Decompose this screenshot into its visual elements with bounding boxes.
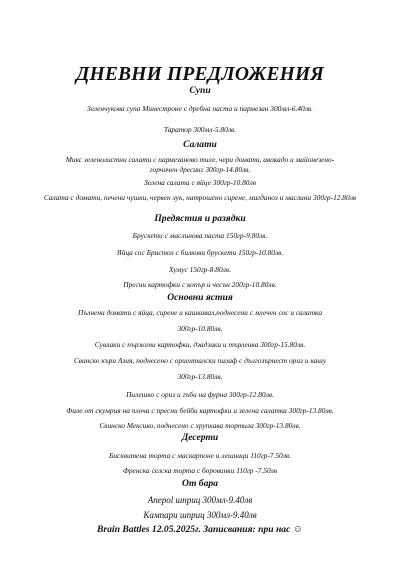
section-heading-starters: Предястия и разядки [154,213,246,224]
menu-item: 300гр-13.80лв. [177,372,223,381]
section-heading-soups: Супи [189,85,211,96]
section-heading-salads: Салати [183,139,217,150]
menu-item: Свинско къри Азия, поднесено с ориенталски пилаф с дългозърнест ориз и кашу [73,356,327,365]
menu-item: Салата с домати, печени чушки, червен лук, натрошено сирене, магданоз и маслини 300гр-12.80лв [43,193,357,202]
page-title: ДНЕВНИ ПРЕДЛОЖЕНИЯ [75,64,325,85]
menu-item: Зеленчукова супа Минестроне с дребна паста и пармезан 300мл-6.40лв. [86,104,313,113]
menu-item: Свинско Мексико, поднесено с хрупкава тортила 300гр-13.80лв. [99,421,301,430]
menu-item: Зелена салата с яйце 300гр-10.80лв [144,178,256,187]
smiley-icon: ☺ [292,524,303,535]
menu-item: Апероl шприц 300мл-9.40лв [147,495,253,505]
section-heading-desserts: Десерти [181,432,219,443]
event-text: Brain Battles 12.05.2025г. Записвания: при нас [97,524,291,535]
menu-item: Таратор 300мл-5.80лв. [163,125,237,134]
menu-item: Хумус 150гр-8.80лв. [169,265,231,274]
menu-item: Бисквитена торта с маскарпоне и лешници 110гр-7.50лв. [109,451,291,460]
menu-item: Брускети с маслинова паста 150гр-9.80лв. [132,231,268,240]
section-heading-mains: Основни ястия [167,292,233,303]
menu-item: Френска селска торта с боровинки 110гр -7.50лв [122,466,278,475]
event-announcement [20,525,380,535]
menu-item: Пълнени домати с яйца, сирене и кашкавал,поднесени с млечен сос и салатка [77,308,323,317]
menu-item: Пресни картофки с копър и чесън 200гр-10.80лв. [123,280,277,289]
menu-item: Филе от скумрия на плоча с пресни бейби картофки и зелена салатка 300гр-13.80лв. [66,406,334,415]
menu-item: Пилешко с ориз и гъби на фурна 300гр-12.80лв. [126,390,274,399]
menu-item: Кампари шприц 300мл-9.40лв [143,510,257,520]
menu-item: Яйца сос Бристол с билкови брускети 150гр-10.80лв. [116,248,284,257]
menu-item: Микс зеленолистни салати с пармезаново тиле, чери домати, авокадо и майонезено-горчичен дресинг 300гр-14.80лв. [65,155,335,174]
menu-item: 300гр-10.80лв. [177,324,223,333]
menu-item: Сувлаки с пържени картофки, дзадзики и търленка 300гр-15.80лв. [94,340,306,349]
section-heading-bar: От бара [182,478,218,489]
